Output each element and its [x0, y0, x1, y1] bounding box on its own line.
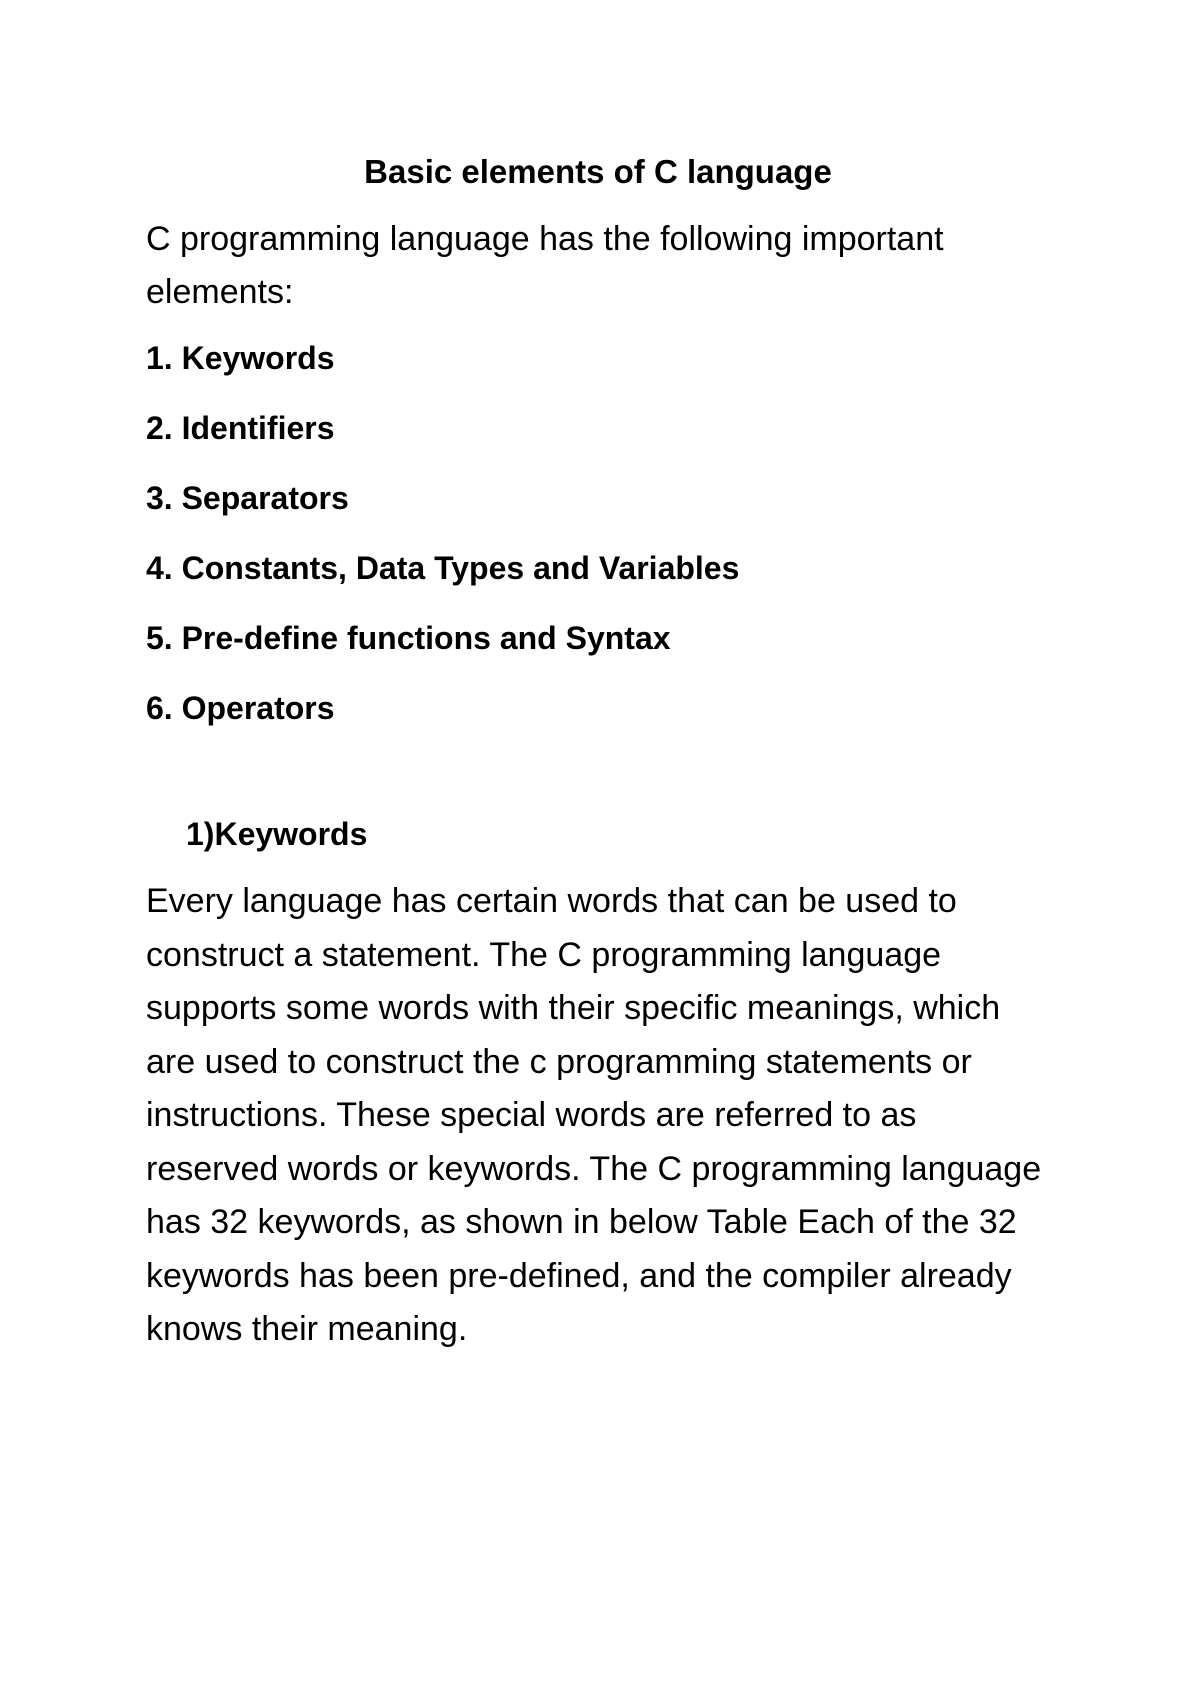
intro-paragraph: C programming language has the following important elements:: [146, 220, 944, 311]
list-item: [146, 611, 1046, 665]
document-page: [146, 145, 1046, 1357]
document-title: Basic elements of C language: [364, 153, 832, 190]
section-heading-keywords: 1)Keywords: [186, 816, 368, 852]
list-item: [146, 471, 1046, 525]
section-body-paragraph: Every language has certain words that can be used to construct a statement. The C programming language supports some words with their specific meanings, which are used to construct the c programming statements or instructions. These special words are referred to as reserved words or keywords. The C programming language has 32 keywords, as shown in below Table Each of the 32 keywords has been pre-defined, and the compiler already knows their meaning.: [146, 882, 1042, 1348]
list-item-number: 1.: [146, 340, 173, 376]
list-item-number: 6.: [146, 690, 173, 726]
list-item-label: Operators: [181, 690, 335, 726]
list-item-label: Keywords: [181, 340, 335, 376]
list-item: [146, 541, 1046, 595]
list-item: [146, 681, 1046, 735]
list-item: [146, 401, 1046, 455]
list-item-number: 2.: [146, 410, 173, 446]
list-item-label: Pre-define functions and Syntax: [181, 620, 671, 656]
list-item-number: 5.: [146, 620, 173, 656]
list-item: [146, 331, 1046, 385]
list-item-label: Separators: [181, 480, 349, 516]
list-item-label: Constants, Data Types and Variables: [181, 550, 740, 586]
elements-list: [146, 331, 1046, 735]
list-item-label: Identifiers: [181, 410, 335, 446]
list-item-number: 3.: [146, 480, 173, 516]
list-item-number: 4.: [146, 550, 173, 586]
